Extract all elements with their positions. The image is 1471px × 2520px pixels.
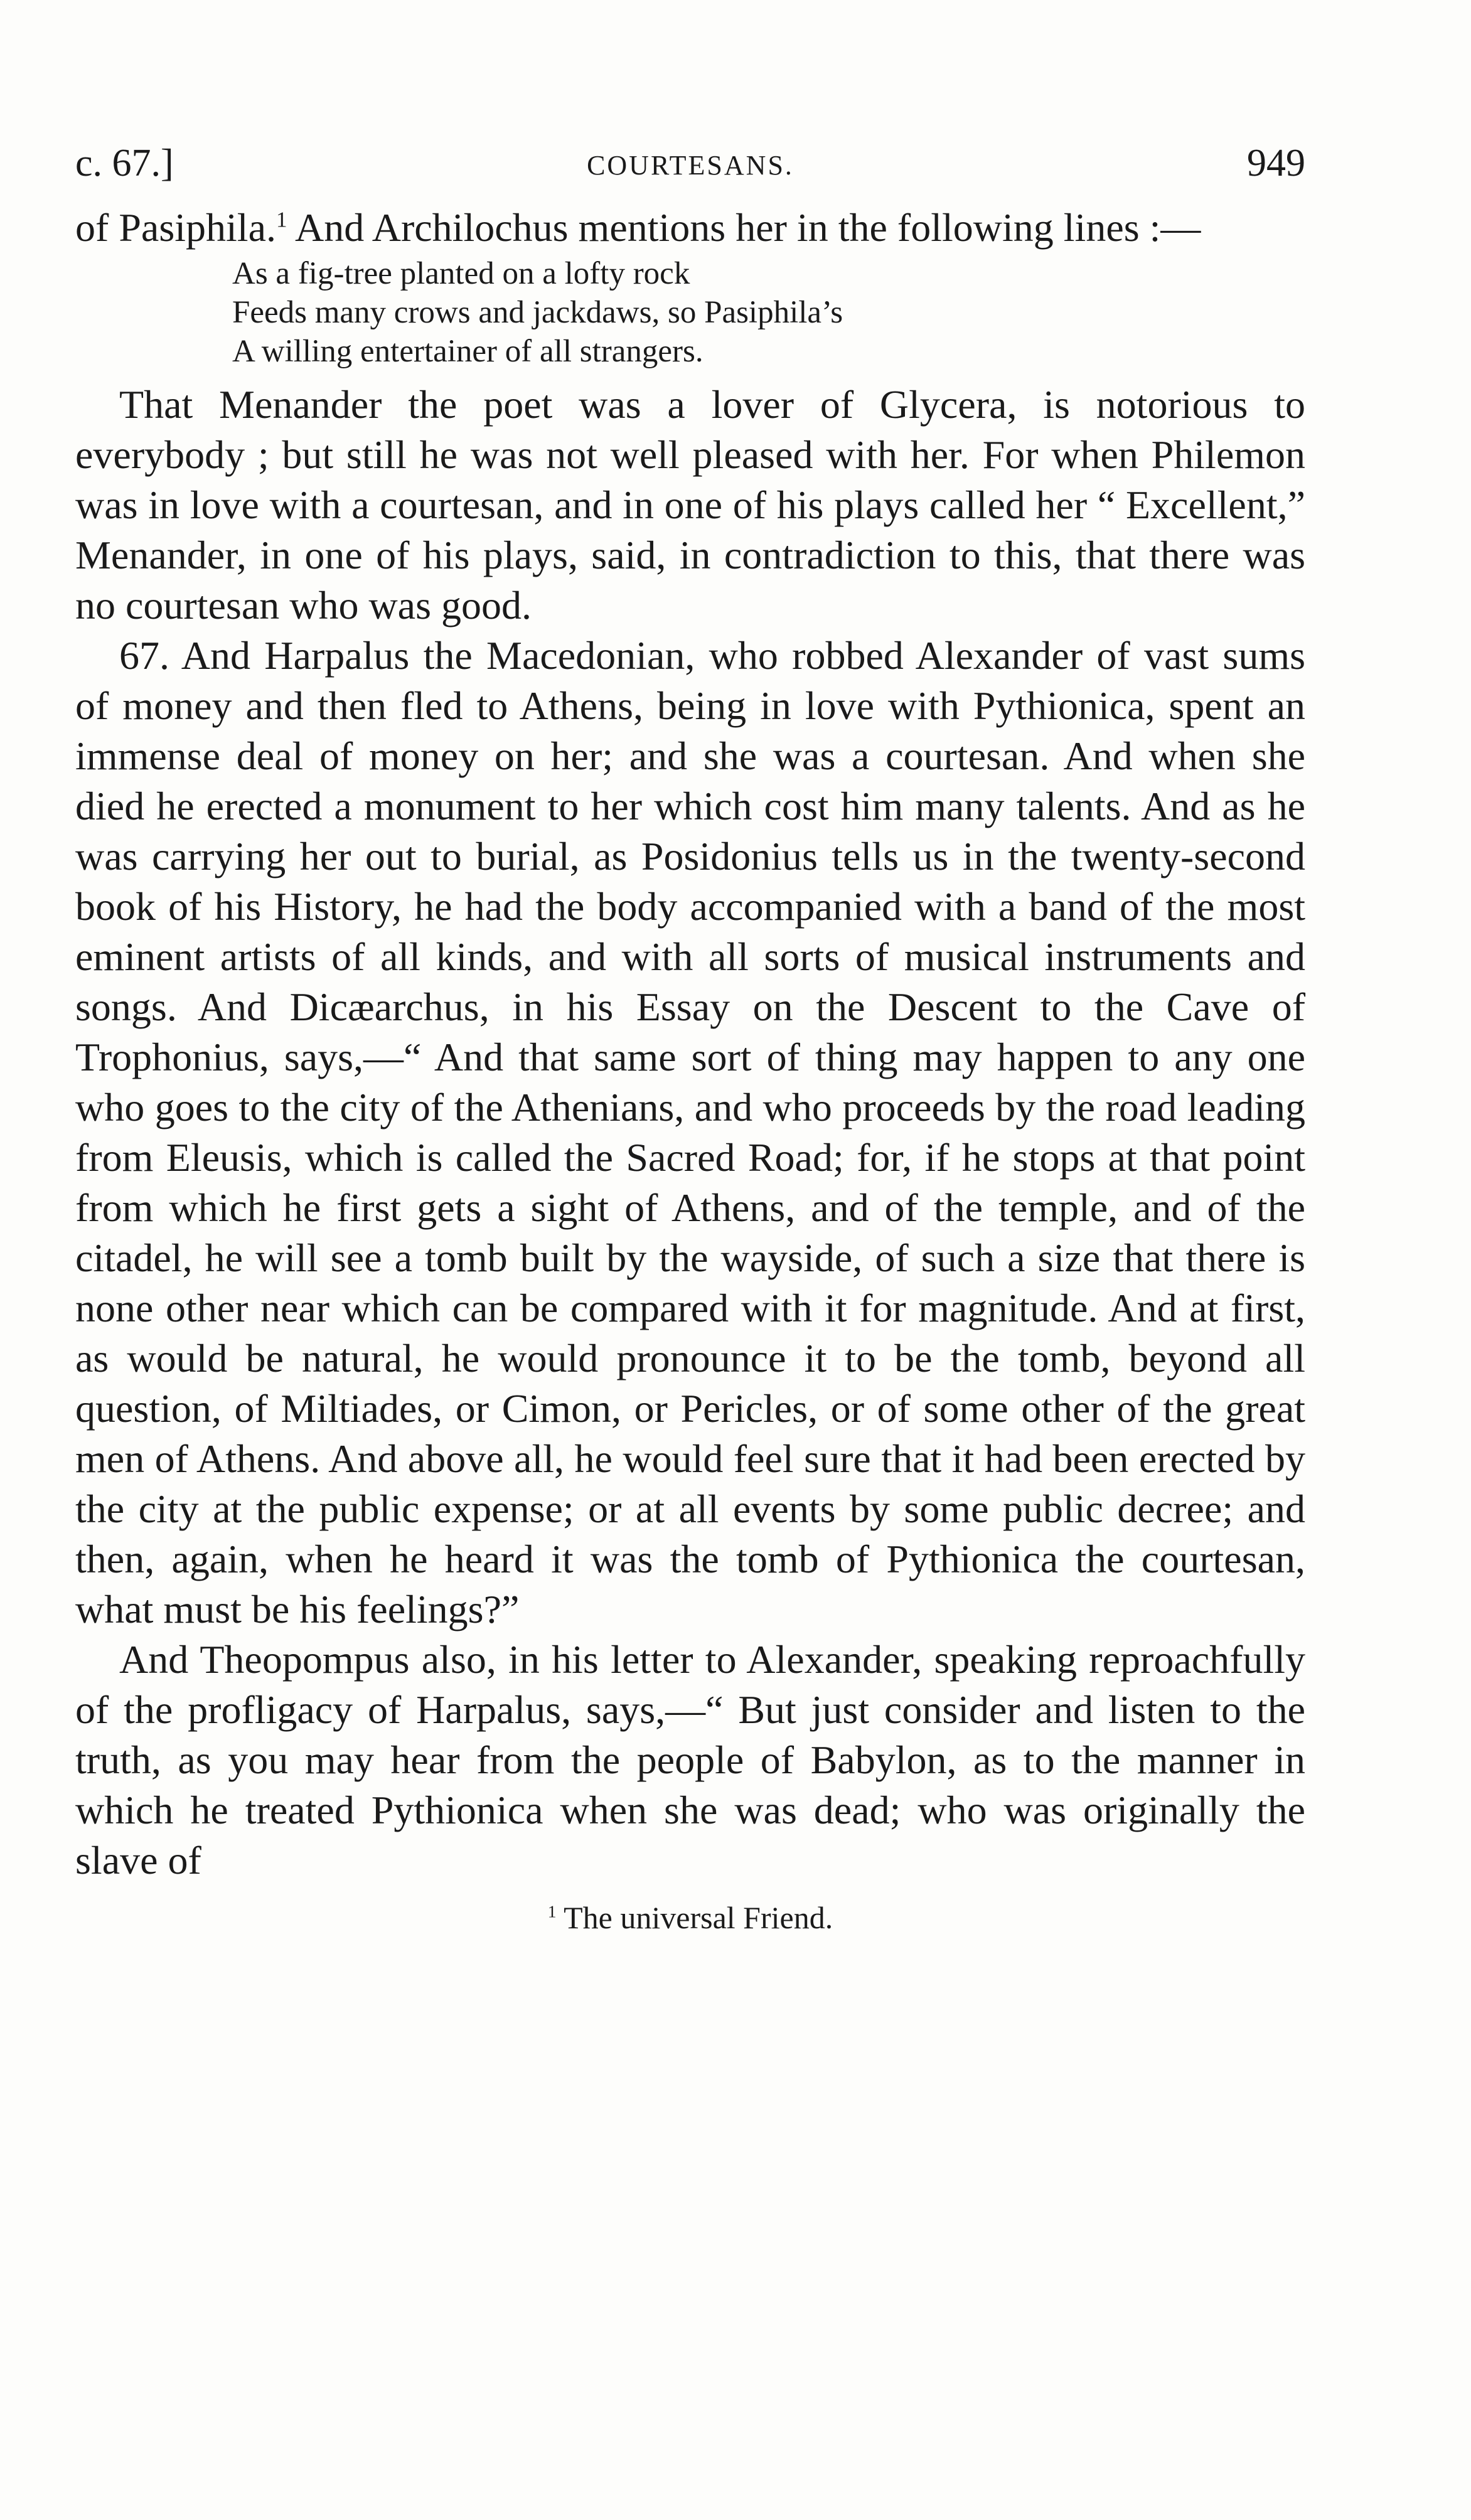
- footnote-reference-marker: 1: [275, 207, 287, 232]
- paragraph-3: 67. And Harpalus the Macedonian, who robbed Alexander of vast sums of money and then fled to Athens, being in love with Pythionica, spent an immense deal of money on her; and she was a courtesan. And when she died he erected a monument to her which cost him many talents. And as he was carrying her out to burial, as Posidonius tells us in the twenty-second book of his History, he had the body accompanied with a band of the most eminent artists of all kinds, and with all sorts of musical instruments and songs. And Dicæarchus, in his Essay on the Descent to the Cave of Trophonius, says,—“ And that same sort of thing may happen to any one who goes to the city of the Athenians, and who proceeds by the road leading from Eleusis, which is called the Sacred Road; for, if he stops at that point from which he first gets a sight of Athens, and of the temple, and of the citadel, he will see a tomb built by the wayside, of such a size that there is none other near which can be compared with it for magnitude. And at first, as would be natural, he would pronounce it to be the tomb, beyond all question, of Miltiades, or Cimon, or Pericles, or of some other of the great men of Athens. And above all, he would feel sure that it had been erected by the city at the public expense; or at all events by some public decree; and then, again, when he heard it was the tomb of Pythionica the courtesan, what must be his feelings?”: [75, 633, 1305, 1631]
- verse-line-3: A willing entertainer of all strangers.: [232, 334, 703, 369]
- footnote-marker: 1: [547, 1901, 557, 1921]
- running-head: [75, 135, 1305, 191]
- paragraph-4: And Theopompus also, in his letter to Alexander, speaking reproachfully of the profligacy of Harpalus, says,—“ But just consider and listen to the truth, as you may hear from the people of Babylon, as to the manner in which he treated Pythionica when she was dead; who was originally the slave of: [75, 1637, 1305, 1882]
- paragraph-2: That Menander the poet was a lover of Glycera, is notorious to everybody ; but still he was not well pleased with her. For when Philemon was in love with a courtesan, and in one of his plays called her “ Excellent,” Menander, in one of his plays, said, in contradiction to this, that there was no courtesan who was good.: [75, 382, 1305, 627]
- verse-line-1: As a fig-tree planted on a lofty rock: [232, 256, 690, 291]
- footnote: [75, 1897, 1305, 1938]
- verse-line-2: Feeds many crows and jackdaws, so Pasiphila’s: [232, 295, 843, 330]
- footnote-text: The universal Friend.: [556, 1900, 833, 1935]
- paragraph-1: [75, 203, 1305, 253]
- paragraph-1-text-start: of Pasiphila.: [75, 205, 276, 250]
- running-title: COURTESANS.: [587, 150, 794, 181]
- verse-quotation: [232, 254, 1305, 371]
- chapter-reference: c. 67.]: [75, 142, 174, 184]
- page-number: 949: [1247, 142, 1305, 184]
- book-page: [75, 135, 1305, 1938]
- paragraph-1-text-end: And Archilochus mentions her in the following lines :—: [287, 205, 1201, 250]
- body-text: [75, 203, 1305, 1886]
